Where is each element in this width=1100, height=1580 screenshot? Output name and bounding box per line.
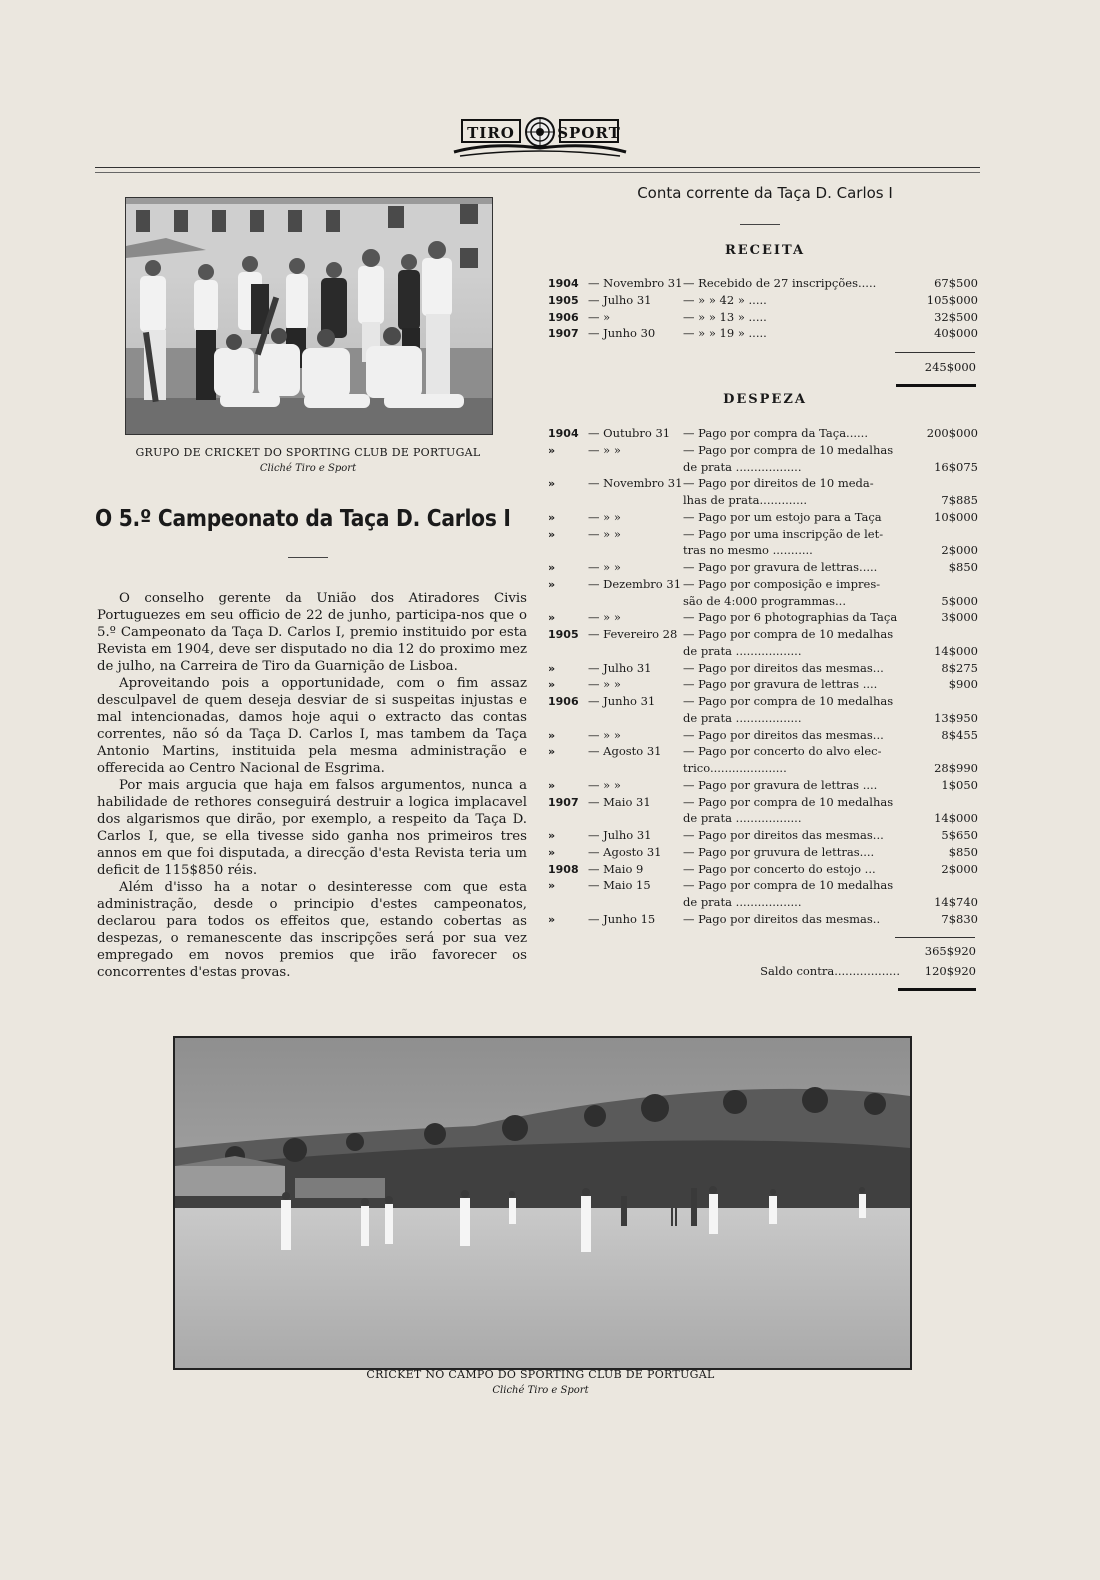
ledger-description: — Pago por gravura de lettras..... — [683, 560, 878, 574]
ledger-row — [548, 795, 978, 812]
svg-text:TIRO: TIRO — [467, 124, 515, 142]
ledger-year: » — [548, 611, 556, 625]
ledger-row — [548, 828, 978, 845]
article-paragraph: Além d'isso ha a notar o desinteresse com que esta administração, desde o principio d'estes campeonatos, declarou para todos os effeitos que, estando cobertas as despezas, o remanescente das inscripções será por sua vez empregado em novos premios que irão favorecer os concorrentes d'estas provas. — [97, 880, 527, 980]
ledger-description: — Pago por compra de 10 medalhas — [683, 794, 894, 809]
ledger-date: — Julho 31 — [588, 660, 652, 675]
ledger-date: — » — [588, 309, 611, 324]
ledger-year: 1908 — [548, 862, 579, 876]
ledger-date: — » » — [588, 777, 621, 792]
ledger-amount: 32$500 — [934, 309, 978, 324]
ledger-year: » — [548, 577, 556, 591]
ledger-date: — » » — [588, 677, 621, 692]
header-rule-thin — [95, 172, 980, 173]
ledger-amount: 105$000 — [926, 292, 978, 307]
ledger-year: 1904 — [548, 277, 579, 290]
ledger-amount: 8$455 — [941, 727, 978, 742]
ledger-year: 1907 — [548, 327, 579, 341]
ledger-description: — Pago por direitos das mesmas... — [683, 660, 884, 675]
ledger-row — [548, 811, 978, 828]
cricket-field-photo — [173, 1036, 912, 1370]
ledger-amount: 200$000 — [926, 426, 978, 440]
ledger-row — [548, 912, 978, 929]
ledger-date: — Julho 31 — [588, 292, 652, 307]
ledger-description: — Pago por compra da Taça...... — [683, 426, 868, 440]
ledger-year: 1906 — [548, 310, 579, 324]
ledger-description: — Recebido de 27 inscripções..... — [683, 276, 877, 290]
ledger-amount: 16$075 — [934, 459, 978, 474]
ledger-row — [548, 560, 978, 577]
ledger-description: de prata .................. — [683, 811, 802, 826]
receita-total-rule — [896, 384, 976, 387]
ledger-description: — Pago por direitos de 10 meda- — [683, 476, 874, 491]
ledger-row — [548, 778, 978, 795]
saldo-label: Saldo contra.................. — [760, 964, 900, 978]
ledger-description: — Pago por compra de 10 medalhas — [683, 627, 894, 641]
receita-sum-rule — [895, 352, 975, 353]
ledger-description: — Pago por gravura de lettras .... — [683, 677, 878, 692]
ledger-row — [548, 426, 978, 443]
ledger-year: » — [548, 829, 556, 842]
ledger-description: — Pago por composição e impres- — [683, 576, 881, 591]
ledger-date: — Junho 31 — [588, 694, 656, 708]
ledger-row — [548, 276, 978, 293]
ledger-amount: 28$990 — [934, 761, 978, 775]
article-paragraph: Por mais argucia que haja em falsos argumentos, nunca a habilidade de rethores conseguirá destruir a logica implacavel dos algarismos que dirão, por exemplo, a respeito da Taça D. Carlos I, que, se ella tivesse sido ganha nos primeiros tres annos em que foi disputada, a direcção d'esta Revista teria um deficit de 115$850 réis. — [97, 778, 527, 878]
ledger-row — [548, 878, 978, 895]
ledger-row — [548, 845, 978, 862]
ledger-amount: 2$000 — [941, 543, 978, 558]
photo-credit-top: Cliché Tiro e Sport — [259, 463, 357, 474]
ledger-date: — Junho 30 — [588, 326, 656, 341]
article-paragraph: O conselho gerente da União dos Atiradores Civis Portuguezes em seu officio de 22 de junho, participa-nos que o 5.º Campeonato da Taça D. Carlos I, premio instituido por esta Revista em 1904, deve ser disputado no dia 12 do proximo mez de julho, na Carreira de Tiro da Guarnição de Lisboa. — [97, 591, 527, 674]
ledger-description: — Pago por compra de 10 medalhas — [683, 442, 894, 457]
ledger-year: » — [548, 561, 556, 574]
ledger-description: — Pago por compra de 10 medalhas — [683, 694, 894, 708]
article-paragraph: Aproveitando pois a opportunidade, com o fim assaz desculpavel de quem deseja desviar de si suspeitas injustas e mal intencionadas, damos hoje aqui o extracto das contas correntes, não só da Taça D. Carlos I, mas tambem da Taça Antonio Martins, instituida pela mesma administração e offerecida ao Centro Nacional de Esgrima. — [97, 676, 527, 776]
ledger-year: » — [548, 477, 556, 491]
ledger-year: 1905 — [548, 628, 579, 641]
ledger-amount: $850 — [948, 844, 978, 859]
ledger-row — [548, 677, 978, 694]
ledger-row — [548, 610, 978, 627]
ledger-row — [548, 510, 978, 527]
receita-ledger — [548, 276, 978, 343]
ledger-description: — » » 13 » ..... — [683, 309, 767, 324]
ledger-row — [548, 761, 978, 778]
ledger-row — [548, 594, 978, 611]
ledger-row — [548, 493, 978, 510]
ledger-amount: 5$000 — [941, 593, 978, 608]
ledger-description: lhas de prata............. — [683, 493, 808, 507]
ledger-date: — Fevereiro 28 — [588, 627, 678, 641]
header-rule — [95, 167, 980, 168]
ledger-date: — Maio 15 — [588, 878, 651, 893]
ledger-description: — Pago por um estojo para a Taça — [683, 509, 882, 524]
ledger-year: » — [548, 443, 556, 457]
ledger-row — [548, 711, 978, 728]
ledger-row — [548, 895, 978, 912]
ledger-year: 1904 — [548, 427, 579, 440]
ledger-row — [548, 460, 978, 477]
saldo-amount: 120$920 — [924, 964, 976, 978]
ledger-year: » — [548, 879, 556, 893]
ledger-date: — » » — [588, 610, 621, 625]
ledger-year: » — [548, 745, 556, 759]
ledger-description: — Pago por uma inscripção de let- — [683, 526, 884, 541]
receita-total: 245$000 — [924, 360, 976, 374]
despeza-total: 365$920 — [924, 944, 976, 958]
ledger-amount: 8$275 — [941, 660, 978, 675]
ledger-date: — Outubro 31 — [588, 426, 671, 440]
ledger-row — [548, 527, 978, 544]
despeza-heading: DESPEZA — [723, 392, 807, 407]
ledger-description: — Pago por 6 photographias da Taça — [683, 610, 898, 625]
ledger-row — [548, 694, 978, 711]
article-title: O 5.º Campeonato da Taça D. Carlos I — [95, 506, 511, 532]
ledger-amount: 1$050 — [941, 777, 978, 792]
ledger-year: 1907 — [548, 795, 579, 809]
ledger-row — [548, 627, 978, 644]
ledger-row — [548, 476, 978, 493]
ledger-year: » — [548, 845, 556, 859]
photo-caption-bottom: CRICKET NO CAMPO DO SPORTING CLUB DE PORTUGAL — [366, 1368, 715, 1381]
ledger-amount: 5$650 — [941, 828, 978, 842]
despeza-ledger — [548, 426, 978, 929]
ledger-amount: 14$740 — [934, 895, 978, 909]
ledger-description: de prata .................. — [683, 710, 802, 725]
ledger-date: — » » — [588, 526, 621, 541]
ledger-row — [548, 543, 978, 560]
receita-heading: RECEITA — [724, 243, 806, 258]
ledger-year: » — [548, 678, 556, 692]
ledger-amount: $900 — [948, 677, 978, 692]
ledger-date: — Novembro 31 — [588, 276, 683, 290]
ledger-year: 1905 — [548, 293, 579, 307]
photo-credit-bottom: Cliché Tiro e Sport — [492, 1385, 589, 1396]
ledger-description: de prata .................. — [683, 643, 802, 658]
ledger-date: — » » — [588, 509, 621, 524]
ledger-amount: $850 — [948, 560, 978, 574]
ledger-row — [548, 326, 978, 343]
ledger-row — [548, 443, 978, 460]
title-divider — [288, 557, 328, 558]
account-title: Conta corrente da Taça D. Carlos I — [637, 184, 893, 202]
saldo-rule — [898, 988, 976, 991]
ledger-date: — Maio 9 — [588, 861, 644, 876]
ledger-description: tras no mesmo ........... — [683, 543, 813, 558]
ledger-description: — Pago por compra de 10 medalhas — [683, 878, 894, 893]
ledger-date: — » » — [588, 727, 621, 742]
ledger-date: — Novembro 31 — [588, 476, 683, 491]
ledger-description: — » » 42 » ..... — [683, 292, 767, 307]
ledger-amount: 10$000 — [934, 509, 978, 524]
ledger-row — [548, 661, 978, 678]
ledger-amount: 7$830 — [941, 911, 978, 926]
ledger-description: são de 4:000 programmas... — [683, 593, 846, 608]
svg-text:SPORT: SPORT — [557, 124, 621, 142]
ledger-row — [548, 862, 978, 879]
ledger-amount: 14$000 — [934, 643, 978, 658]
ledger-description: — Pago por gravura de lettras .... — [683, 777, 878, 792]
masthead-logo — [450, 112, 630, 160]
ledger-date: — Junho 15 — [588, 911, 656, 926]
ledger-year: » — [548, 510, 556, 524]
ledger-year: » — [548, 661, 556, 675]
ledger-description: — Pago por direitos das mesmas.. — [683, 911, 881, 926]
ledger-row — [548, 310, 978, 327]
ledger-date: — Julho 31 — [588, 828, 652, 842]
ledger-amount: 3$000 — [941, 610, 978, 625]
ledger-description: de prata .................. — [683, 459, 802, 474]
ledger-year: » — [548, 728, 556, 742]
ledger-amount: 7$885 — [941, 493, 978, 507]
ledger-amount: 67$500 — [934, 276, 978, 290]
ledger-description: trico..................... — [683, 761, 787, 775]
ledger-description: — Pago por direitos das mesmas... — [683, 727, 884, 742]
ledger-amount: 40$000 — [934, 326, 978, 341]
ledger-date: — Agosto 31 — [588, 844, 662, 859]
ledger-date: — Agosto 31 — [588, 744, 662, 759]
account-title-divider — [740, 224, 780, 225]
ledger-row — [548, 644, 978, 661]
ledger-date: — Maio 31 — [588, 794, 651, 809]
ledger-row — [548, 728, 978, 745]
ledger-row — [548, 744, 978, 761]
ledger-description: — Pago por gruvura de lettras.... — [683, 844, 875, 859]
ledger-row — [548, 293, 978, 310]
article-body — [97, 590, 527, 981]
photo-caption-top: GRUPO DE CRICKET DO SPORTING CLUB DE PORTUGAL — [135, 446, 481, 459]
ledger-row — [548, 577, 978, 594]
ledger-year: » — [548, 912, 556, 926]
ledger-amount: 2$000 — [941, 861, 978, 876]
ledger-amount: 13$950 — [934, 710, 978, 725]
ledger-description: — Pago por direitos das mesmas... — [683, 828, 884, 842]
ledger-description: — Pago por concerto do alvo elec- — [683, 744, 882, 759]
ledger-description: — Pago por concerto do estojo ... — [683, 861, 876, 876]
ledger-date: — » » — [588, 560, 621, 574]
ledger-description: de prata .................. — [683, 895, 802, 909]
ledger-amount: 14$000 — [934, 811, 978, 826]
ledger-year: » — [548, 527, 556, 541]
despeza-sum-rule — [895, 937, 975, 938]
ledger-description: — » » 19 » ..... — [683, 326, 767, 341]
ledger-year: » — [548, 778, 556, 792]
ledger-year: 1906 — [548, 695, 579, 708]
cricket-group-photo — [125, 197, 493, 435]
ledger-date: — » » — [588, 442, 621, 457]
ledger-date: — Dezembro 31 — [588, 576, 682, 591]
